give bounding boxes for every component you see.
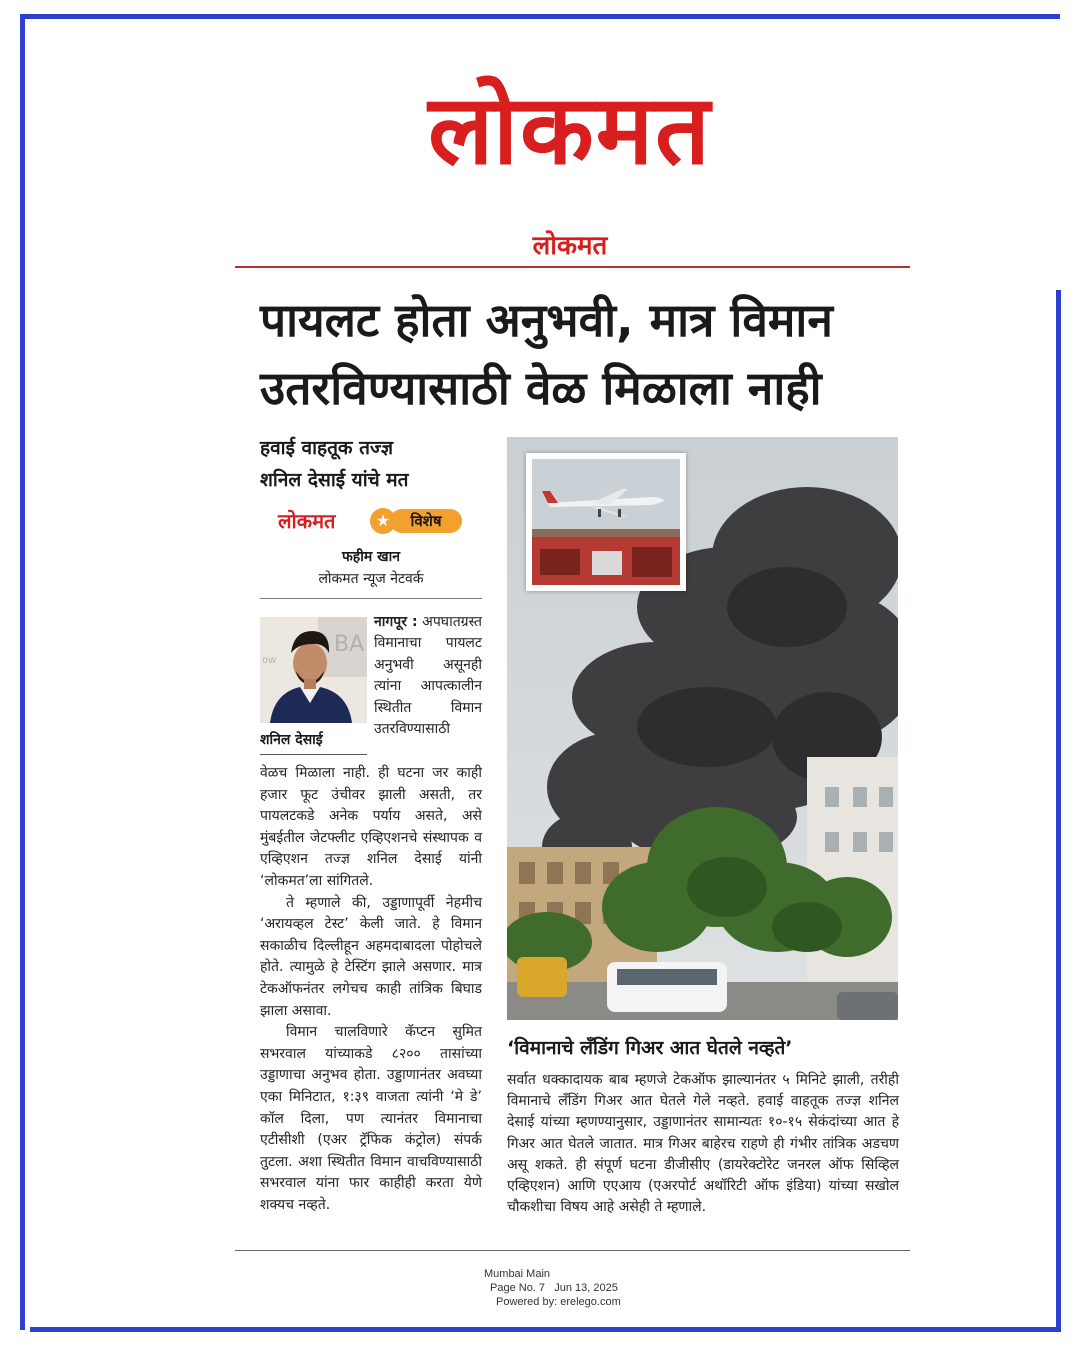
intro-text: अपघातग्रस्त विमानाचा पायलट अनुभवी असूनही त्यांना आपत्कालीन स्थितीत विमान उतरविण्यासाठी bbox=[374, 614, 482, 738]
headline-line-1: पायलट होता अनुभवी, मात्र विमान bbox=[260, 293, 833, 347]
page-frame-right bbox=[1056, 290, 1061, 1332]
star-icon: ★ bbox=[370, 508, 396, 534]
special-badge-logo: लोकमत bbox=[278, 509, 336, 533]
dateline: नागपूर : bbox=[374, 614, 418, 630]
byline-rule bbox=[260, 598, 482, 599]
footer-page-date bbox=[470, 1281, 660, 1295]
svg-text:BA: BA bbox=[334, 632, 365, 657]
footer-page: Page No. 7 bbox=[490, 1282, 546, 1294]
article-body bbox=[260, 763, 482, 1216]
byline-org: लोकमत न्यूज नेटवर्क bbox=[318, 571, 424, 587]
body-paragraph-3: विमान चालविणारे कॅप्टन सुमित सभरवाल यांच्याकडे ८२०० तासांच्या उड्डाणाचा अनुभव होता. उड्डाणानंतर अवघ्या एका मिनिटात, १:३९ वाजता त्यांनी ‘मे डे’ कॉल दिला, पण त्यानंतर विमानाचा एटीसीशी (एअर ट्रॅफिक कंट्रोल) संपर्क तुटला. अशा स्थितीत विमान वाचविण्यासाठी सभरवाल यांना फार काहीही करता येणे शक्यच नव्हते. bbox=[260, 1024, 482, 1213]
byline bbox=[260, 546, 482, 590]
shanil-desai-portrait bbox=[260, 617, 367, 723]
special-badge-label: विशेष bbox=[390, 509, 462, 533]
page-footer bbox=[470, 1267, 660, 1309]
sidebar-box-heading: ‘विमानाचे लँडिंग गिअर आत घेतले नव्हते’ bbox=[507, 1037, 793, 1059]
footer-date: Jun 13, 2025 bbox=[554, 1282, 618, 1294]
airplane-inset-photo bbox=[526, 453, 686, 591]
byline-name: फहीम खान bbox=[342, 549, 400, 565]
lokmat-small-logo: लोकमत bbox=[532, 231, 608, 261]
subhead-line-2: शनिल देसाई यांचे मत bbox=[260, 469, 409, 491]
top-rule bbox=[235, 266, 910, 268]
bottom-rule bbox=[235, 1250, 910, 1251]
article-intro-narrow bbox=[374, 612, 482, 740]
article-headline bbox=[260, 286, 900, 422]
portrait-caption: शनिल देसाई bbox=[260, 732, 323, 748]
body-paragraph-1: वेळच मिळाला नाही. ही घटना जर काही हजार फूट उंचीवर झाली असती, तर पायलटकडे अनेक पर्याय असते, असे मुंबईतील जेटफ्लीट एव्हिएशनचे संस्थापक व एव्हिएशन तज्ज्ञ शनिल देसाई यांनी ‘लोकमत’ला सांगितले. bbox=[260, 765, 482, 889]
page-frame-bottom bbox=[30, 1327, 1061, 1332]
sidebar-box-text: सर्वात धक्कादायक बाब म्हणजे टेकऑफ झाल्यानंतर ५ मिनिटे झाली, तरीही विमानाचे लँडिंग गिअर आत घेतले गेले नव्हते. हवाई वाहतूक तज्ज्ञ शनिल देसाई यांच्या म्हणण्यानुसार, उड्डाणानंतर सामान्यतः १०-१५ सेकंदांच्या आत हे गिअर आत घेतले जातात. मात्र गिअर बाहेरच राहणे ही गंभीर तांत्रिक अडचण असू शकते. ही संपूर्ण घटना डीजीसीए (डायरेक्टोरेट जनरल ऑफ सिव्हिल एव्हिएशन) आणि एएआय (एअरपोर्ट अथॉरिटी ऑफ इंडिया) यांच्या सखोल चौकशीचा विषय आहे असेही ते म्हणाले. bbox=[507, 1072, 899, 1216]
lokmat-special-badge bbox=[278, 505, 478, 537]
footer-edition: Mumbai Main bbox=[484, 1268, 551, 1280]
svg-text:ow: ow bbox=[262, 655, 277, 666]
subhead-line-1: हवाई वाहतूक तज्ज्ञ bbox=[260, 437, 394, 459]
footer-powered: Powered by: erelego.com bbox=[496, 1296, 621, 1308]
masthead-logo-text: लोकमत bbox=[428, 73, 712, 186]
headline-line-2: उतरविण्यासाठी वेळ मिळाला नाही bbox=[260, 361, 822, 415]
portrait-caption-rule bbox=[260, 754, 367, 755]
lokmat-masthead-logo bbox=[350, 70, 790, 190]
article-subhead bbox=[260, 432, 490, 496]
body-paragraph-2: ते म्हणाले की, उड्डाणापूर्वी नेहमीच ‘अरायव्हल टेस्ट’ केली जाते. हे विमान सकाळीच दिल्लीहून अहमदाबादला पोहोचले होते. त्यामुळे हे टेस्टिंग झाले असणार. मात्र टेकऑफनंतर लगेचच काही तांत्रिक बिघाड झाला असावा. bbox=[260, 894, 482, 1019]
